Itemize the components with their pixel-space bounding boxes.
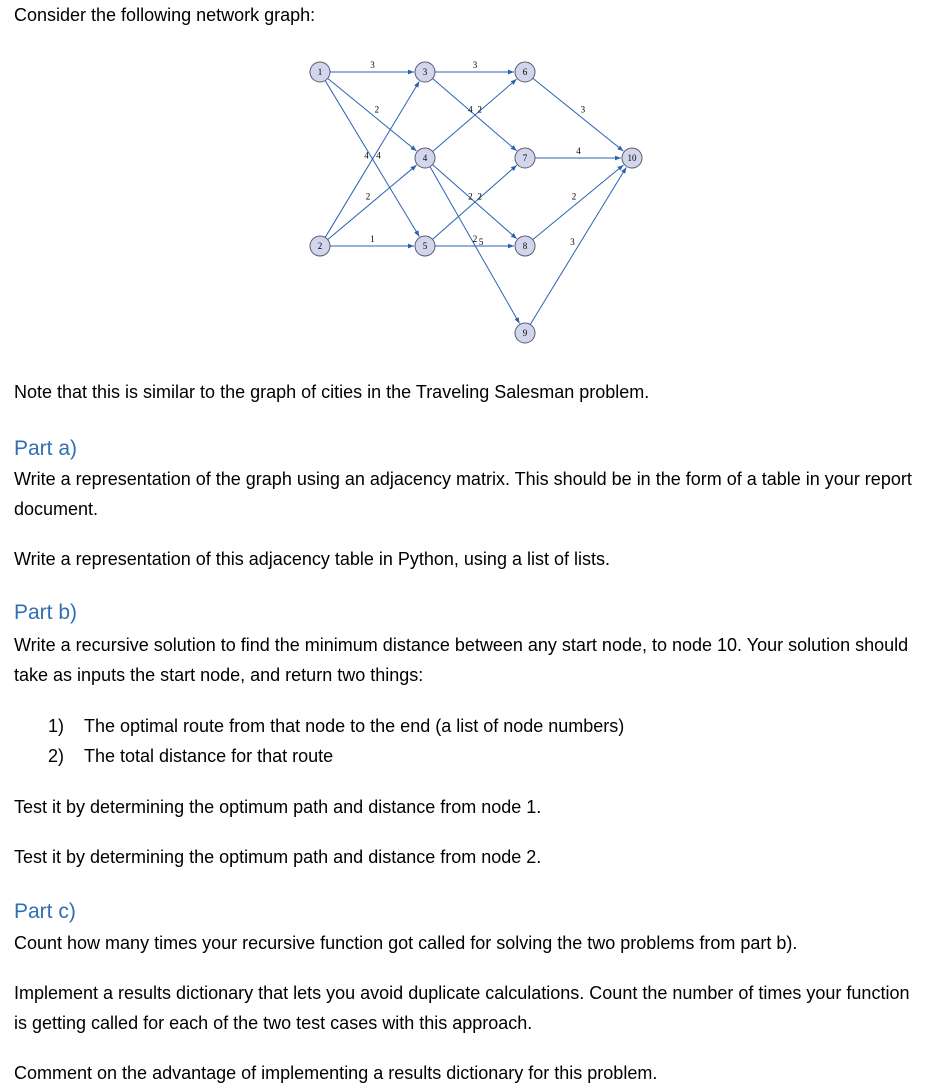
edge-weight-label: 2: [472, 234, 478, 244]
graph-node-4: [415, 148, 435, 168]
part-b-heading: Part b): [14, 601, 78, 624]
graph-node-2: [310, 236, 330, 256]
part-c-heading: Part c): [14, 900, 76, 923]
list-item: [48, 741, 333, 771]
node-label: 10: [627, 153, 637, 163]
edge-weight-label: 5: [478, 237, 484, 248]
node-label: 6: [522, 67, 528, 77]
edge-weight-label: 3: [370, 60, 375, 70]
edge-1-4: [328, 78, 417, 151]
part-b-paragraph-1: Write a recursive solution to find the minimum distance between any start node, to node 10. Your solution should take as inputs the start node, and return two things:: [14, 635, 909, 685]
network-graph: [0, 0, 944, 360]
node-label: 4: [422, 153, 428, 163]
list-item-number: 1): [48, 716, 65, 736]
part-b-test-1: Test it by determining the optimum path and distance from node 1.: [14, 797, 542, 817]
part-a-paragraph-1: Write a representation of the graph using an adjacency matrix. This should be in the form of a table in your report document.: [14, 469, 912, 519]
graph-node-9: [515, 323, 535, 343]
graph-node-5: [415, 236, 435, 256]
part-b-test-2: Test it by determining the optimum path and distance from node 2.: [14, 847, 542, 867]
part-a-heading: Part a): [14, 437, 78, 460]
edge-weight-label: 2: [477, 191, 482, 202]
edge-4-9: [430, 167, 520, 324]
graph-node-1: [310, 62, 330, 82]
list-item-number: 2): [48, 746, 65, 766]
list-item: [48, 711, 624, 741]
edge-weight-label: 4: [468, 104, 473, 115]
note-text: Note that this is similar to the graph of cities in the Traveling Salesman problem.: [14, 382, 650, 402]
edge-weight-label: 2: [571, 191, 577, 202]
part-c-paragraph-1: Count how many times your recursive function got called for solving the two problems from part b).: [14, 933, 798, 953]
graph-node-7: [515, 148, 535, 168]
part-a-paragraph-2: Write a representation of this adjacency table in Python, using a list of lists.: [14, 549, 610, 569]
intro-text: Consider the following network graph:: [14, 5, 316, 25]
edge-weight-label: 1: [370, 234, 375, 244]
edge-weight-label: 2: [374, 104, 380, 115]
node-label: 9: [522, 328, 528, 338]
edge-weight-label: 3: [472, 60, 478, 70]
graph-node-10: [622, 148, 642, 168]
list-item-text: The total distance for that route: [84, 746, 334, 766]
edge-weight-label: 4: [364, 150, 369, 161]
edge-weight-label: 2: [468, 191, 473, 202]
part-c-paragraph-3: Comment on the advantage of implementing a results dictionary for this problem.: [14, 1063, 658, 1083]
node-label: 1: [317, 67, 323, 77]
graph-node-3: [415, 62, 435, 82]
edge-weight-label: 3: [580, 104, 586, 115]
edge-2-4: [328, 165, 417, 240]
graph-node-8: [515, 236, 535, 256]
node-label: 2: [317, 241, 323, 251]
node-label: 3: [422, 67, 428, 77]
node-label: 7: [522, 153, 528, 163]
edge-weight-label: 3: [570, 236, 575, 247]
edge-weight-label: 2: [365, 191, 371, 202]
edge-9-10: [530, 167, 626, 324]
list-item-text: The optimal route from that node to the end (a list of node numbers): [84, 716, 625, 736]
node-label: 5: [422, 241, 428, 251]
part-c-paragraph-2: Implement a results dictionary that lets you avoid duplicate calculations. Count the number of times your function is getting called for each of the two test cases with this approach.: [14, 983, 910, 1033]
graph-node-6: [515, 62, 535, 82]
edge-weight-label: 4: [376, 150, 381, 161]
edge-8-10: [533, 165, 624, 240]
edge-weight-label: 2: [477, 104, 482, 115]
edge-weight-label: 4: [576, 146, 581, 156]
node-label: 8: [522, 241, 528, 251]
edge-6-10: [533, 78, 624, 151]
